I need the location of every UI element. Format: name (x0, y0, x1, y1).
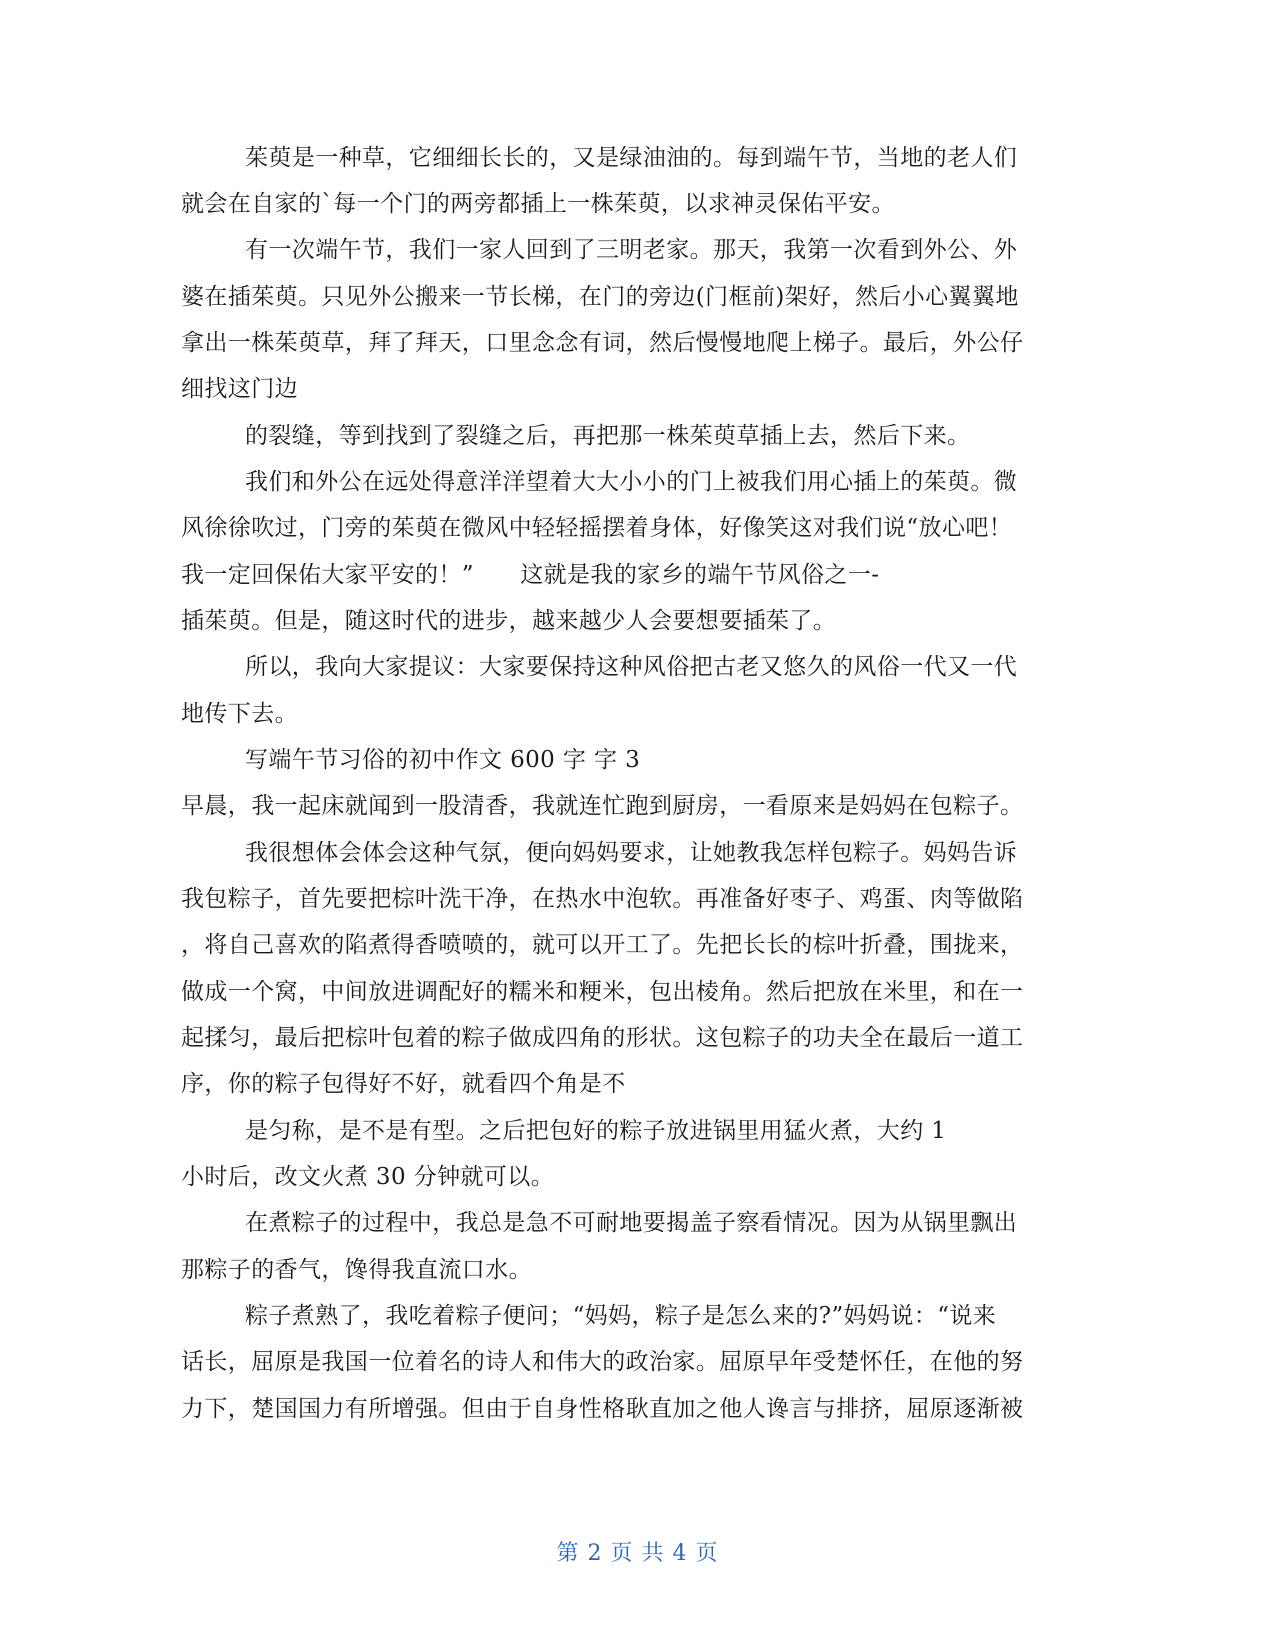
text-line: 力下，楚国国力有所增强。但由于自身性格耿直加之他人谗言与排挤，屈原逐渐被 (181, 1396, 1024, 1422)
text-line: 我很想体会体会这种气氛，便向妈妈要求，让她教我怎样包粽子。妈妈告诉 (245, 840, 1018, 866)
text-line: 做成一个窝，中间放进调配好的糯米和粳米，包出棱角。然后把放在米里，和在一 (181, 979, 1024, 1005)
text-line: 我一定回保佑大家平安的！” 这就是我的家乡的端午节风俗之一- (181, 562, 880, 588)
text-line: 在煮粽子的过程中，我总是急不可耐地要揭盖子察看情况。因为从锅里飘出 (245, 1210, 1018, 1236)
text-line: 所以，我向大家提议：大家要保持这种风俗把古老又悠久的风俗一代又一代 (245, 654, 1018, 680)
section-heading: 写端午节习俗的初中作文 600 字 字 3 (245, 747, 641, 773)
text-line: 婆在插茱萸。只见外公搬来一节长梯，在门的旁边(门框前)架好，然后小心翼翼地 (181, 284, 1019, 310)
text-line: 地传下去。 (181, 701, 298, 727)
text-line: 粽子煮熟了，我吃着粽子便问；“妈妈，粽子是怎么来的?”妈妈说：“说来 (245, 1303, 997, 1329)
text-line: 我们和外公在远处得意洋洋望着大大小小的门上被我们用心插上的茱萸。微 (245, 469, 1018, 495)
text-line: 早晨，我一起床就闻到一股清香，我就连忙跑到厨房，一看原来是妈妈在包粽子。 (181, 793, 1024, 819)
text-line: 茱萸是一种草，它细细长长的，又是绿油油的。每到端午节，当地的老人们 (245, 145, 1018, 171)
text-line: 是匀称，是不是有型。之后把包好的粽子放进锅里用猛火煮，大约 1 (245, 1118, 947, 1144)
page-number-footer: 第 2 页 共 4 页 (556, 1541, 719, 1566)
text-line: 起揉匀，最后把棕叶包着的粽子做成四角的形状。这包粽子的功夫全在最后一道工 (181, 1025, 1024, 1051)
text-line: 小时后，改文火煮 30 分钟就可以。 (181, 1164, 555, 1190)
text-line: 话长，屈原是我国一位着名的诗人和伟大的政治家。屈原早年受楚怀任，在他的努 (181, 1349, 1024, 1375)
text-line: 有一次端午节，我们一家人回到了三明老家。那天，我第一次看到外公、外 (245, 237, 1018, 263)
text-line: 的裂缝，等到找到了裂缝之后，再把那一株茱萸草插上去，然后下来。 (245, 423, 971, 449)
text-line: 拿出一株茱萸草，拜了拜天，口里念念有词，然后慢慢地爬上梯子。最后，外公仔 (181, 330, 1024, 356)
text-line: 插茱萸。但是，随这时代的进步，越来越少人会要想要插茱了。 (181, 608, 837, 634)
text-line: ，将自己喜欢的陷煮得香喷喷的，就可以开工了。先把长长的棕叶折叠，围拢来， (181, 932, 1024, 958)
text-line: 序，你的粽子包得好不好，就看四个角是不 (181, 1071, 626, 1097)
text-line: 细找这门边 (181, 376, 298, 402)
text-line: 那粽子的香气，馋得我直流口水。 (181, 1257, 532, 1283)
text-line: 风徐徐吹过，门旁的茱萸在微风中轻轻摇摆着身体，好像笑这对我们说“放心吧！ (181, 515, 1013, 541)
text-line: 我包粽子，首先要把棕叶洗干净，在热水中泡软。再准备好枣子、鸡蛋、肉等做陷 (181, 886, 1024, 912)
text-line: 就会在自家的`每一个门的两旁都插上一株茱萸，以求神灵保佑平安。 (181, 191, 895, 217)
